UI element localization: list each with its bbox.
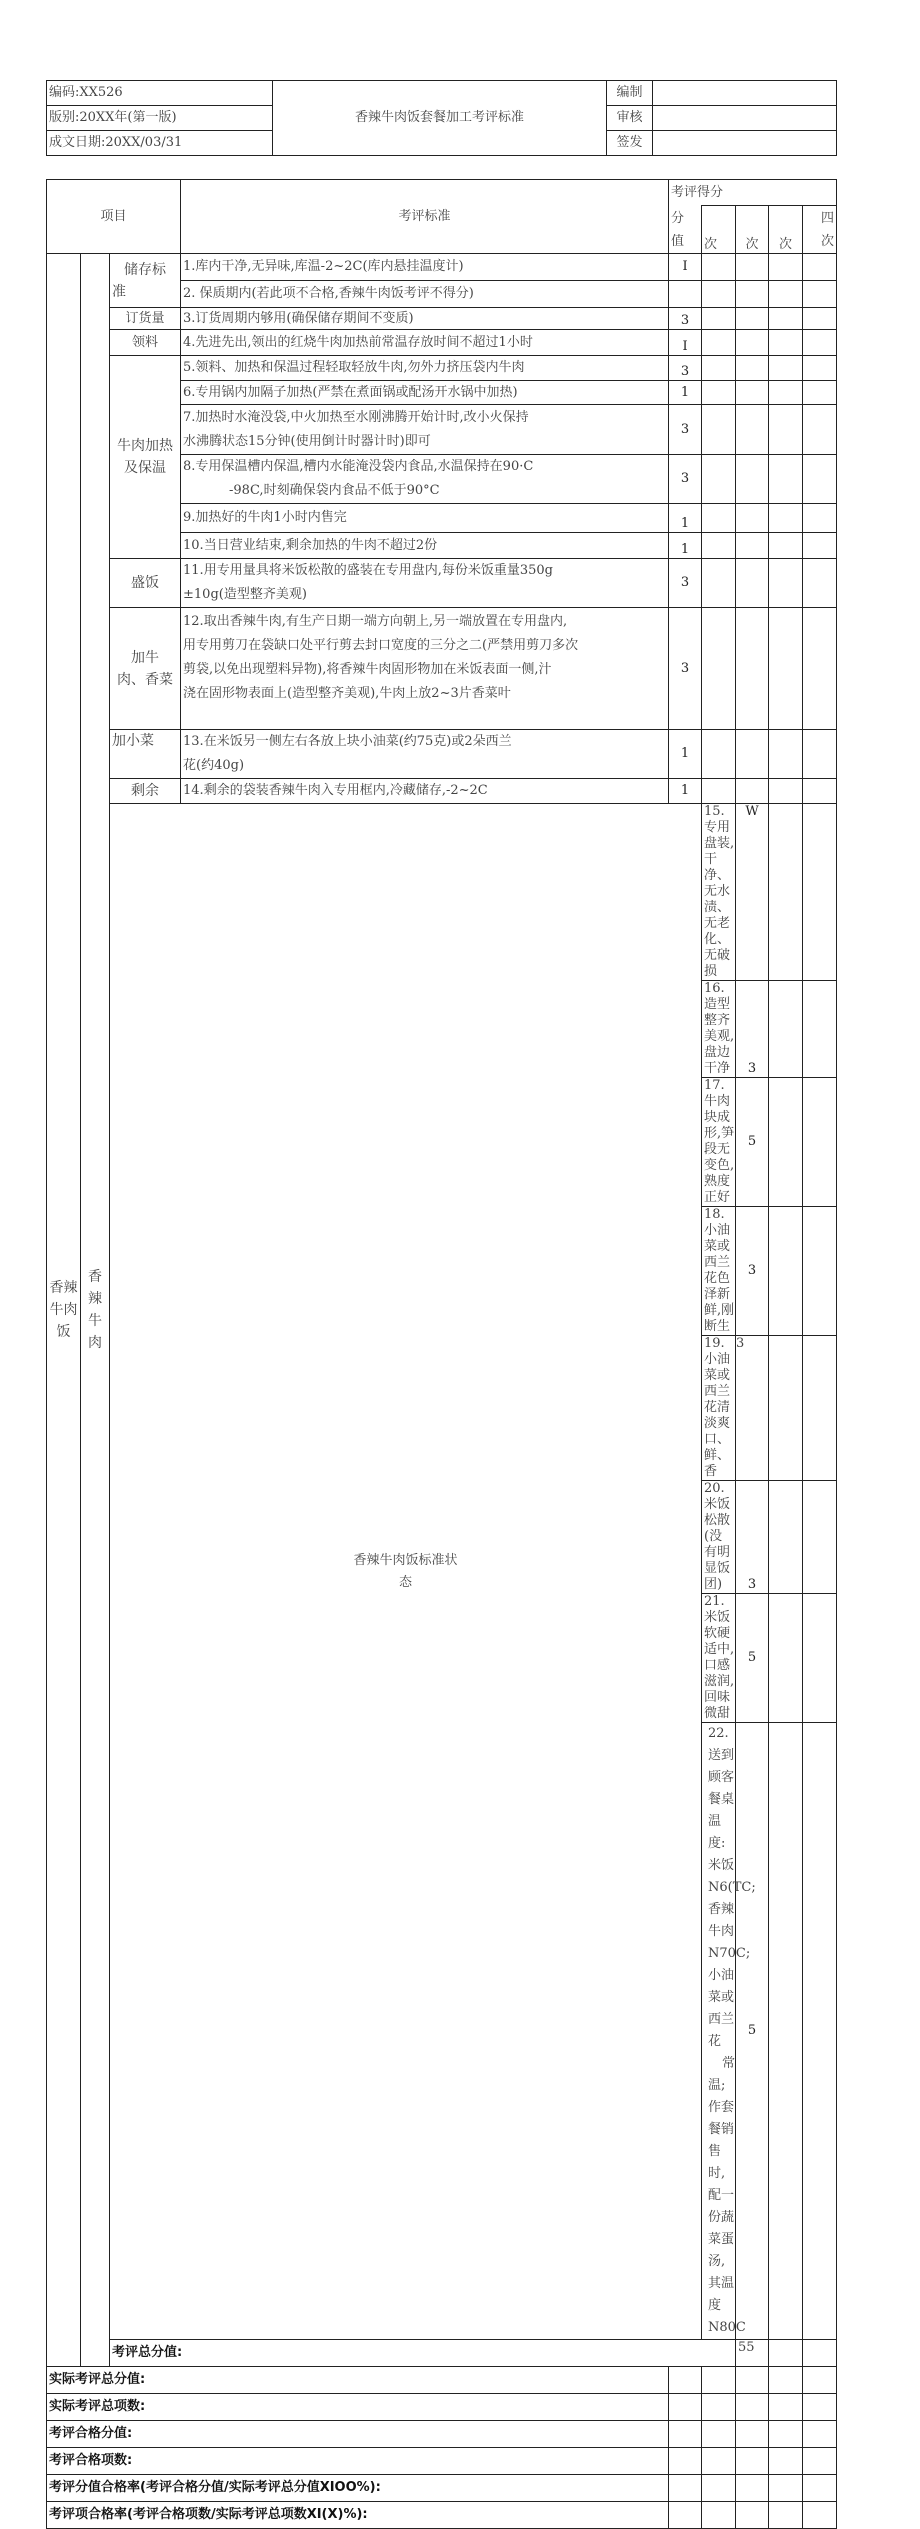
- score-row-13: 1: [669, 730, 702, 779]
- std-row-22: [702, 1723, 756, 2340]
- cat2-line-c: 牛: [88, 1313, 102, 1329]
- actual-total-score-label: 实际考评总分值:: [47, 2367, 669, 2394]
- cell[interactable]: [769, 559, 803, 608]
- score-row-19: 3: [736, 1336, 769, 1481]
- cell[interactable]: [736, 533, 769, 559]
- sub-heat-a: 牛肉加热: [117, 438, 173, 454]
- cat1-line-a: 香辣: [49, 1280, 78, 1296]
- doc-title: 香辣牛肉饭套餐加工考评标准: [273, 81, 607, 156]
- cell[interactable]: [769, 356, 803, 381]
- doc-date: 成文日期:20XX/03/31: [47, 131, 273, 156]
- std-row-3: 3.订货周期内够用(确保储存期间不变质): [181, 308, 669, 330]
- cell[interactable]: [702, 356, 736, 381]
- std-row-10: 10.当日营业结束,剩余加热的牛肉不超过2份: [181, 533, 669, 559]
- cell[interactable]: [702, 2502, 736, 2529]
- std-row-4: 4.先进先出,领出的红烧牛肉加热前常温存放时间不超过1小时: [181, 330, 669, 356]
- score-row-21: 5: [736, 1594, 769, 1723]
- std-row-22a: 22.送到顾客餐桌温度:米饭N6(TC;香辣牛肉N70C;小油菜或西兰花: [708, 1726, 756, 2049]
- cell[interactable]: [702, 504, 736, 533]
- doc-code: 编码:XX526: [47, 81, 273, 106]
- col-value-header-b: 值: [669, 232, 702, 254]
- cell[interactable]: [736, 730, 769, 779]
- cell[interactable]: [769, 330, 803, 356]
- std-state-b: 态: [399, 1574, 413, 1590]
- score-row-20: 3: [736, 1481, 769, 1594]
- cell[interactable]: [769, 1723, 803, 2340]
- cell[interactable]: [736, 308, 769, 330]
- cell[interactable]: [702, 559, 736, 608]
- total-label: 考评总分值:: [110, 2340, 736, 2367]
- cell[interactable]: [769, 608, 803, 730]
- std-row-7a: 7.加热时水淹没袋,中火加热至水刚沸腾开始计时,改小火保持: [183, 409, 529, 425]
- cell[interactable]: [803, 2394, 837, 2421]
- std-row-20: 20.米饭松散(没有明显饭团): [702, 1481, 736, 1594]
- cell[interactable]: [702, 254, 736, 281]
- cell[interactable]: [769, 2340, 803, 2367]
- cell[interactable]: [736, 559, 769, 608]
- cell[interactable]: [803, 730, 837, 779]
- score-row-7: 3: [669, 405, 702, 455]
- score-row-18: 3: [736, 1207, 769, 1336]
- qualified-items-label: 考评合格项数:: [47, 2448, 669, 2475]
- sub-veg: 加小菜: [110, 730, 181, 779]
- std-row-11a: 11.用专用量具将米饭松散的盛装在专用盘内,每份米饭重量350g: [183, 563, 553, 578]
- std-row-11: [181, 559, 669, 608]
- cell[interactable]: [736, 330, 769, 356]
- cell[interactable]: [803, 1078, 837, 1207]
- cell[interactable]: [736, 504, 769, 533]
- cell[interactable]: [803, 2367, 837, 2394]
- std-row-17: 17.牛肉块成形,笋段无变色,熟度正好: [702, 1078, 736, 1207]
- std-row-11b: ±10g(造型整齐美观): [183, 587, 307, 602]
- cell[interactable]: [769, 2421, 803, 2448]
- doc-version: 版别:20XX年(第一版): [47, 106, 273, 131]
- sub-storage: [110, 254, 181, 308]
- std-row-2: 2. 保质期内(若此项不合格,香辣牛肉饭考评不得分): [181, 281, 669, 308]
- cell[interactable]: [702, 281, 736, 308]
- cell[interactable]: [669, 2394, 702, 2421]
- cell[interactable]: [702, 308, 736, 330]
- score-row-16: 3: [736, 981, 769, 1078]
- cell[interactable]: [803, 2340, 837, 2367]
- std-row-6: 6.专用锅内加隔子加热(严禁在煮面锅或配汤开水锅中加热): [181, 381, 669, 405]
- total-value: 55: [736, 2340, 769, 2367]
- cell[interactable]: [803, 981, 837, 1078]
- std-state-a: 香辣牛肉饭标准状: [353, 1552, 458, 1568]
- cell[interactable]: [803, 356, 837, 381]
- cell[interactable]: [669, 2502, 702, 2529]
- score-row-11: 3: [669, 559, 702, 608]
- score-row-8: 3: [669, 455, 702, 504]
- cell[interactable]: [769, 455, 803, 504]
- cell[interactable]: [803, 1207, 837, 1336]
- cell[interactable]: [769, 2367, 803, 2394]
- sub-storage-a: 储存标: [124, 261, 166, 278]
- score-row-5: 3: [669, 356, 702, 381]
- col-times-4b: 次: [803, 232, 837, 254]
- cell[interactable]: [702, 779, 736, 804]
- cell[interactable]: [803, 1723, 837, 2340]
- sub-storage-b: 准: [112, 283, 126, 300]
- sub-pick: 领料: [110, 330, 181, 356]
- std-row-14: 14.剩余的袋装香辣牛肉入专用框内,冷藏储存,-2~2C: [181, 779, 669, 804]
- cell[interactable]: [736, 381, 769, 405]
- cell[interactable]: [736, 608, 769, 730]
- actual-total-items-label: 实际考评总项数:: [47, 2394, 669, 2421]
- cell[interactable]: [803, 2421, 837, 2448]
- cell[interactable]: [702, 405, 736, 455]
- cell[interactable]: [736, 254, 769, 281]
- score-row-15: W: [736, 804, 769, 981]
- cell[interactable]: [803, 2502, 837, 2529]
- std-row-13: [181, 730, 669, 779]
- cell[interactable]: [702, 2475, 736, 2502]
- cell[interactable]: [736, 405, 769, 455]
- std-row-12c: 剪袋,以免出现塑料异物),将香辣牛肉固形物加在米饭表面一侧,汁: [183, 662, 552, 677]
- sub-heat-b: 及保温: [124, 460, 166, 476]
- std-row-12: [181, 608, 669, 730]
- category-beef-rice: [47, 254, 81, 2367]
- cell[interactable]: [736, 356, 769, 381]
- std-row-16: 16.造型整齐美观,盘边干净: [702, 981, 736, 1078]
- cell[interactable]: [736, 2394, 769, 2421]
- cell[interactable]: [769, 2502, 803, 2529]
- qualified-score-label: 考评合格分值:: [47, 2421, 669, 2448]
- cell[interactable]: [803, 559, 837, 608]
- cell[interactable]: [702, 608, 736, 730]
- cell[interactable]: [769, 308, 803, 330]
- score-row-4: I: [669, 330, 702, 356]
- cell[interactable]: [769, 1594, 803, 1723]
- std-row-22b: 常温;作套餐销售时,配一份蔬菜蛋汤,其温度N80C: [708, 2056, 746, 2335]
- cell[interactable]: [803, 455, 837, 504]
- score-row-12: 3: [669, 608, 702, 730]
- cell[interactable]: [769, 1481, 803, 1594]
- cell[interactable]: [669, 2367, 702, 2394]
- cell[interactable]: [803, 381, 837, 405]
- score-row-1: I: [669, 254, 702, 281]
- cell[interactable]: [669, 2421, 702, 2448]
- std-row-15: 15.专用盘装,干净、无水渍、无老化、无破损: [702, 804, 736, 981]
- score-row-14: 1: [669, 779, 702, 804]
- cell[interactable]: [803, 308, 837, 330]
- cell[interactable]: [769, 2448, 803, 2475]
- cell[interactable]: [736, 455, 769, 504]
- prepared-field[interactable]: [653, 81, 837, 106]
- cell[interactable]: [669, 2448, 702, 2475]
- cell[interactable]: [803, 330, 837, 356]
- cell[interactable]: [702, 2421, 736, 2448]
- score-pass-rate-label: 考评分值合格率(考评合格分值/实际考评总分值XIOO%):: [47, 2475, 669, 2502]
- col-value-header-a: 分: [669, 206, 702, 232]
- cell[interactable]: [702, 2367, 736, 2394]
- score-row-10: 1: [669, 533, 702, 559]
- score-row-6: 1: [669, 381, 702, 405]
- cell[interactable]: [769, 1336, 803, 1481]
- cell[interactable]: [803, 2475, 837, 2502]
- std-row-8b: -98C,时刻确保袋内食品不低于90°C: [229, 483, 440, 498]
- cell[interactable]: [769, 504, 803, 533]
- cell[interactable]: [803, 804, 837, 981]
- sub-order: 订货量: [110, 308, 181, 330]
- cell[interactable]: [803, 608, 837, 730]
- cell[interactable]: [769, 381, 803, 405]
- cell[interactable]: [702, 455, 736, 504]
- std-row-12b: 用专用剪刀在袋缺口处平行剪去封口宽度的三分之二(严禁用剪刀多次: [183, 638, 579, 653]
- cell[interactable]: [803, 254, 837, 281]
- cell[interactable]: [736, 2367, 769, 2394]
- score-row-17: 5: [736, 1078, 769, 1207]
- cell[interactable]: [803, 405, 837, 455]
- cell[interactable]: [803, 533, 837, 559]
- cell[interactable]: [769, 730, 803, 779]
- cat2-line-a: 香: [88, 1269, 102, 1285]
- cell[interactable]: [803, 2448, 837, 2475]
- cell[interactable]: [769, 405, 803, 455]
- cat1-line-c: 饭: [56, 1324, 71, 1340]
- std-row-9: 9.加热好的牛肉1小时内售完: [181, 504, 669, 533]
- col-times-3: 次: [769, 206, 803, 254]
- std-row-21: 21.米饭软硬适中,口感滋润,回味微甜: [702, 1594, 736, 1723]
- cell[interactable]: [736, 2448, 769, 2475]
- cell[interactable]: [702, 2394, 736, 2421]
- score-row-2: [669, 281, 702, 308]
- header-table: [46, 80, 837, 156]
- col-score-header: 考评得分: [669, 180, 837, 206]
- score-row-9: 1: [669, 504, 702, 533]
- std-row-12a: 12.取出香辣牛肉,有生产日期一端方向朝上,另一端放置在专用盘内,: [183, 614, 568, 629]
- cell[interactable]: [669, 2475, 702, 2502]
- cell[interactable]: [702, 330, 736, 356]
- cat2-line-d: 肉: [88, 1335, 102, 1351]
- std-row-5: 5.领料、加热和保温过程轻取轻放牛肉,勿外力挤压袋内牛肉: [181, 356, 669, 381]
- cell[interactable]: [769, 254, 803, 281]
- col-times-1: 次: [702, 206, 736, 254]
- cell[interactable]: [702, 730, 736, 779]
- std-row-13a: 13.在米饭另一侧左右各放上块小油菜(约75克)或2朵西兰: [183, 734, 512, 749]
- std-row-7: [181, 405, 669, 455]
- cell[interactable]: [736, 281, 769, 308]
- std-row-18: 18.小油菜或西兰花色泽新鲜,刚断生: [702, 1207, 736, 1336]
- cell[interactable]: [803, 504, 837, 533]
- col-standard-header: 考评标准: [181, 180, 669, 254]
- score-row-22: 5: [736, 1723, 769, 2340]
- item-pass-rate-label: 考评项合格率(考评合格项数/实际考评总项数XI(X)%):: [47, 2502, 669, 2529]
- col-item-header: 项目: [47, 180, 181, 254]
- cell[interactable]: [736, 2421, 769, 2448]
- cell[interactable]: [803, 1481, 837, 1594]
- cell[interactable]: [736, 2475, 769, 2502]
- std-row-7b: 水沸腾状态15分钟(使用倒计时器计时)即可: [183, 433, 431, 449]
- cat2-line-b: 辣: [88, 1291, 102, 1307]
- cat1-line-b: 牛肉: [49, 1302, 78, 1318]
- std-row-13b: 花(约40g): [183, 758, 245, 773]
- std-row-19: 19.小油菜或西兰花清淡爽口、鲜、香: [702, 1336, 736, 1481]
- std-row-8a: 8.专用保温槽内保温,槽内水能淹没袋内食品,水温保持在90·C: [183, 459, 534, 474]
- category-spicy-beef: [81, 254, 110, 2367]
- cell[interactable]: [736, 779, 769, 804]
- standard-state-label: [110, 804, 702, 2340]
- std-row-8: [181, 455, 669, 504]
- cell[interactable]: [769, 533, 803, 559]
- sub-rice: 盛饭: [110, 559, 181, 608]
- cell[interactable]: [769, 2394, 803, 2421]
- cell[interactable]: [702, 533, 736, 559]
- sub-beef-b: 肉、香菜: [117, 671, 173, 688]
- cell[interactable]: [769, 804, 803, 981]
- issued-label: 签发: [607, 131, 653, 156]
- col-times-4a: 四: [803, 206, 837, 232]
- score-row-3: 3: [669, 308, 702, 330]
- cell[interactable]: [702, 2448, 736, 2475]
- cell[interactable]: [769, 1207, 803, 1336]
- sub-beef: [110, 608, 181, 730]
- sub-beef-a: 加牛: [131, 649, 159, 666]
- cell[interactable]: [803, 281, 837, 308]
- cell[interactable]: [803, 1594, 837, 1723]
- cell[interactable]: [769, 2475, 803, 2502]
- cell[interactable]: [769, 981, 803, 1078]
- cell[interactable]: [702, 381, 736, 405]
- reviewed-label: 审核: [607, 106, 653, 131]
- cell[interactable]: [803, 779, 837, 804]
- col-times-2: 次: [736, 206, 769, 254]
- evaluation-table: [46, 179, 837, 2529]
- reviewed-field[interactable]: [653, 106, 837, 131]
- std-row-12d: 浇在固形物表面上(造型整齐美观),牛肉上放2~3片香菜叶: [183, 686, 511, 701]
- cell[interactable]: [769, 779, 803, 804]
- cell[interactable]: [769, 281, 803, 308]
- issued-field[interactable]: [653, 131, 837, 156]
- cell[interactable]: [736, 2502, 769, 2529]
- std-row-1: 1.库内干净,无异味,库温-2~2C(库内悬挂温度计): [181, 254, 669, 281]
- sub-heat: [110, 356, 181, 559]
- cell[interactable]: [803, 1336, 837, 1481]
- sub-rest: 剩余: [110, 779, 181, 804]
- prepared-label: 编制: [607, 81, 653, 106]
- cell[interactable]: [769, 1078, 803, 1207]
